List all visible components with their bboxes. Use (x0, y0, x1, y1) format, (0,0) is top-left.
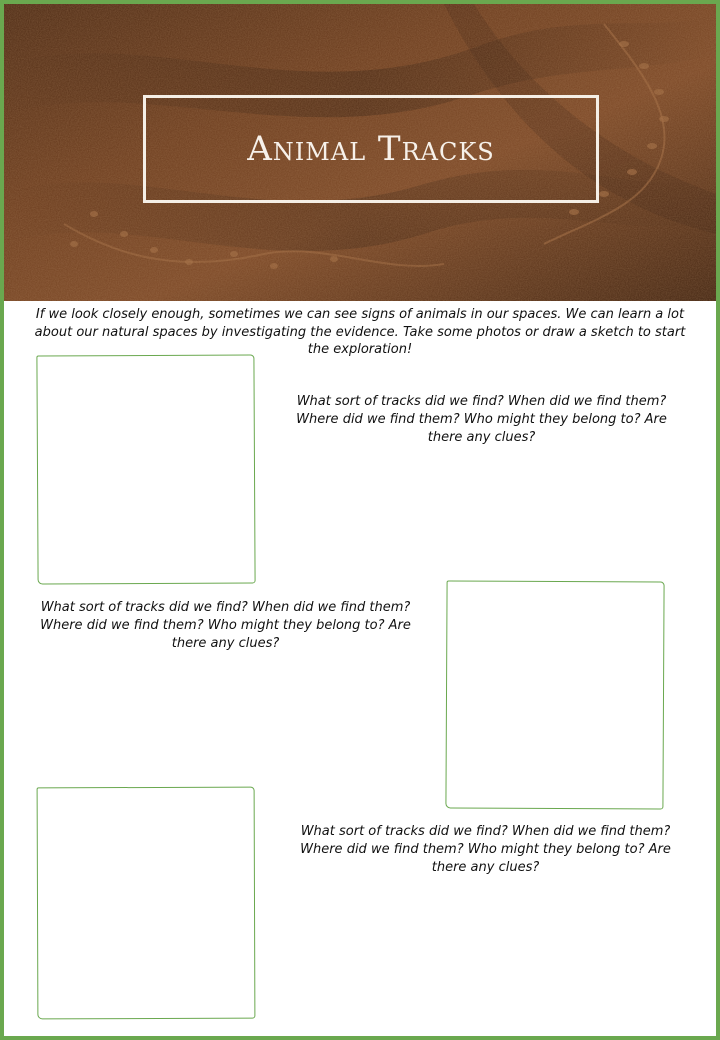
prompt-text-3: What sort of tracks did we find? When did we find them? Where did we find them? Who might they belong to? Are there any clues? (300, 824, 671, 875)
photo-sketch-box-3[interactable] (37, 787, 256, 1020)
sand-banner (4, 4, 716, 301)
title-frame (143, 95, 599, 203)
page-title: Animal Tracks (247, 129, 495, 169)
photo-sketch-box-1[interactable] (36, 354, 255, 584)
intro-text: If we look closely enough, sometimes we can see signs of animals in our spaces. We can learn a lot about our natural spaces by investigating the evidence. Take some photos or draw a sketch to start the exploration! (34, 307, 686, 357)
prompt-text-2: What sort of tracks did we find? When did we find them? Where did we find them? Who might they belong to? Are there any clues? (40, 600, 411, 651)
prompt-text-1: What sort of tracks did we find? When did we find them? Where did we find them? Who might they belong to? Are there any clues? (296, 394, 667, 445)
photo-sketch-box-2[interactable] (445, 580, 664, 809)
